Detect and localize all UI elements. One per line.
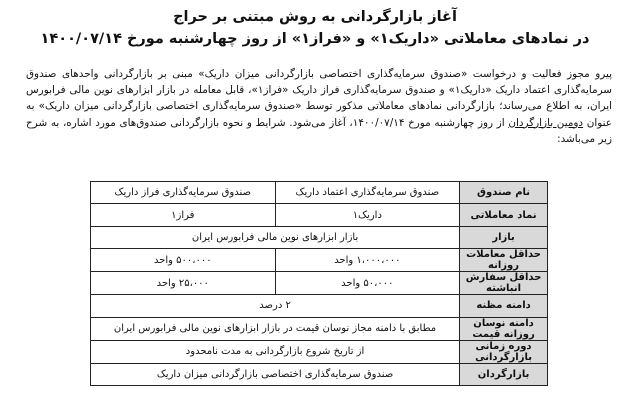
cell-market: بازار ابزارهای نوین مالی فرابورس ایران: [91, 226, 460, 248]
title-line-1: آغاز بازارگردانی به روش مبتنی بر حراج: [173, 9, 457, 25]
row-label: دامنه نوسان روزانه قیمت: [460, 317, 548, 340]
cell-price-range: مطابق با دامنه مجاز نوسان قیمت در بازار ابزارهای نوین مالی فرابورس ایران: [91, 317, 460, 340]
cell-market-maker: صندوق سرمایه‌گذاری اختصاصی بازارگردانی میزان داریک: [91, 363, 460, 385]
table-row: [91, 182, 548, 204]
cell-fund-1: صندوق سرمایه‌گذاری اعتماد داریک: [275, 182, 460, 204]
row-label: نام صندوق: [460, 182, 548, 204]
row-label: بازار: [460, 226, 548, 248]
row-label: حداقل سفارش انباشته: [460, 272, 548, 295]
row-label: دامنه مظنه: [460, 295, 548, 317]
announcement-title: [0, 0, 630, 50]
table-row: [91, 340, 548, 363]
cell-symbol-1: داریک۱: [275, 204, 460, 226]
table-row: [91, 363, 548, 385]
cell-fund-2: صندوق سرمایه‌گذاری فراز داریک: [91, 182, 276, 204]
table-row: [91, 226, 548, 248]
row-label: بازارگردان: [460, 363, 548, 385]
cell-min-order-2: ۲۵،۰۰۰ واحد: [91, 272, 276, 295]
table-row: [91, 317, 548, 340]
cell-min-daily-1: ۱،۰۰۰،۰۰۰ واحد: [275, 249, 460, 272]
conditions-table: [90, 181, 548, 386]
table-row: [91, 249, 548, 272]
table-row: [91, 295, 548, 317]
body-part-2: از روز چهارشنبه مورخ ۱۴۰۰/۰۷/۱۴، آغاز می‌شود. شرایط و نحوه بازارگردانی صندوق‌های مورد اشاره، به شرح زیر می‌باشد:: [26, 116, 612, 145]
table-row: [91, 272, 548, 295]
row-label: نماد معاملاتی: [460, 204, 548, 226]
cell-min-order-1: ۵۰،۰۰۰ واحد: [275, 272, 460, 295]
cell-min-daily-2: ۵۰۰،۰۰۰ واحد: [91, 249, 276, 272]
body-underlined: دومین بازارگردان: [508, 116, 584, 129]
body-part-1: پیرو مجوز فعالیت و درخواست «صندوق سرمایه‌گذاری اختصاصی بازارگردانی میزان داریک» مبنی بر بازارگردانی واحدهای صندوق سرمایه‌گذاری اعتماد داریک «داریک۱» و صندوق سرمایه‌گذاری فراز داریک «فراز۱»، قابل معامله در بازار ابزارهای نوین مالی فرابورس ایران، به اطلاع می‌رساند؛ بازارگردانی نمادهای معاملاتی مذکور توسط «صندوق سرمایه‌گذاری اختصاصی بازارگردانی میزان داریک» به عنوان: [26, 68, 613, 129]
row-label: حداقل معاملات روزانه: [460, 249, 548, 272]
cell-symbol-2: فراز۱: [91, 204, 276, 226]
announcement-body: [26, 66, 612, 147]
cell-spread: ۲ درصد: [91, 295, 460, 317]
cell-period: از تاریخ شروع بازارگردانی به مدت نامحدود: [91, 340, 460, 363]
table-row: [91, 204, 548, 226]
row-label: دوره زمانی بازارگردانی: [460, 340, 548, 363]
title-line-2: در نمادهای معاملاتی «داریک۱» و «فراز۱» از روز چهارشنبه مورخ ۱۴۰۰/۰۷/۱۴: [40, 31, 590, 47]
